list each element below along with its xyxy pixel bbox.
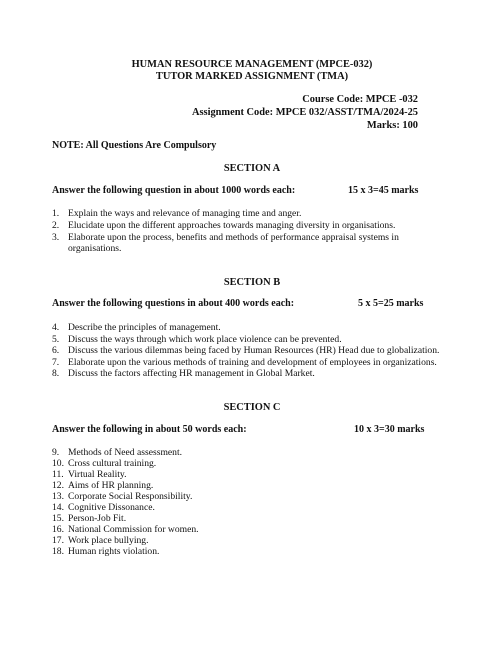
section-b-title: SECTION B [223,277,281,288]
question-number: 1. [52,208,60,219]
question-item [52,357,437,369]
question-number: 3. [52,232,60,243]
question-item [52,458,156,470]
question-text: Elucidate upon the different approaches towards managing diversity in organisations. [68,220,396,231]
section-b-instruction: Answer the following questions in about 400 words each: [52,298,295,309]
question-text: Virtual Reality. [68,469,127,480]
section-b-marks: 5 x 5=25 marks [358,298,424,309]
question-item [52,345,439,357]
question-item [52,322,221,334]
question-text: Work place bullying. [68,535,149,546]
question-number: 12. [52,480,64,491]
question-number: 6. [52,345,60,356]
question-text: Discuss the various dilemmas being faced by Human Resources (HR) Head due to globalization. [68,345,440,356]
question-text: National Commission for women. [68,524,199,535]
document-title-line1: HUMAN RESOURCE MANAGEMENT (MPCE-032) [131,59,373,70]
question-number: 14. [52,502,64,513]
section-c-marks: 10 x 3=30 marks [354,424,425,435]
section-a-instruction: Answer the following question in about 1000 words each: [52,185,296,196]
total-marks: Marks: 100 [366,120,418,131]
assignment-code: Assignment Code: MPCE 032/ASST/TMA/2024-25 [191,107,418,118]
question-number: 5. [52,334,60,345]
question-text: Elaborate upon the various methods of training and development of employees in organizations. [68,357,437,368]
question-item [52,502,155,514]
note: NOTE: All Questions Are Compulsory [52,140,217,151]
question-text: Cross cultural training. [68,458,157,469]
question-number: 18. [52,546,64,557]
section-c-instruction: Answer the following in about 50 words each: [52,424,247,435]
question-number: 7. [52,357,60,368]
question-text: Discuss the ways through which work place violence can be prevented. [68,334,342,345]
question-number: 10. [52,458,64,469]
section-a-title: SECTION A [223,163,281,174]
question-item [52,546,159,558]
question-item [52,334,342,346]
question-text: Corporate Social Responsibility. [68,491,193,502]
section-a-marks: 15 x 3=45 marks [348,185,419,196]
question-item [52,232,399,244]
question-number: 17. [52,535,64,546]
question-item [52,513,126,525]
question-number: 11. [52,469,64,480]
question-number: 8. [52,368,60,379]
question-item [52,480,153,492]
question-item [52,469,126,481]
document-title-line2: TUTOR MARKED ASSIGNMENT (TMA) [155,71,349,82]
question-text: Cognitive Dissonance. [68,502,155,513]
question-text: Elaborate upon the process, benefits and methods of performance appraisal systems in [68,232,399,243]
question-text: Human rights violation. [68,546,160,557]
section-c-title: SECTION C [223,402,281,413]
question-item [52,491,192,503]
question-number: 15. [52,513,64,524]
question-item [52,535,149,547]
question-text: Person-Job Fit. [68,513,127,524]
question-text: Explain the ways and relevance of managing time and anger. [68,208,302,219]
question-number: 9. [52,447,60,458]
question-number: 16. [52,524,64,535]
question-number: 13. [52,491,64,502]
question-number: 4. [52,322,60,333]
course-code: Course Code: MPCE -032 [302,94,418,105]
question-item [52,524,199,536]
question-item [52,368,315,380]
question-item [52,220,395,232]
question-item [52,208,301,220]
question-text: Discuss the factors affecting HR management in Global Market. [68,368,315,379]
question-text: Methods of Need assessment. [68,447,183,458]
question-text: Describe the principles of management. [68,322,221,333]
question-text-continued: organisations. [68,243,122,254]
question-number: 2. [52,220,60,231]
question-item [52,447,182,459]
question-text: Aims of HR planning. [68,480,154,491]
